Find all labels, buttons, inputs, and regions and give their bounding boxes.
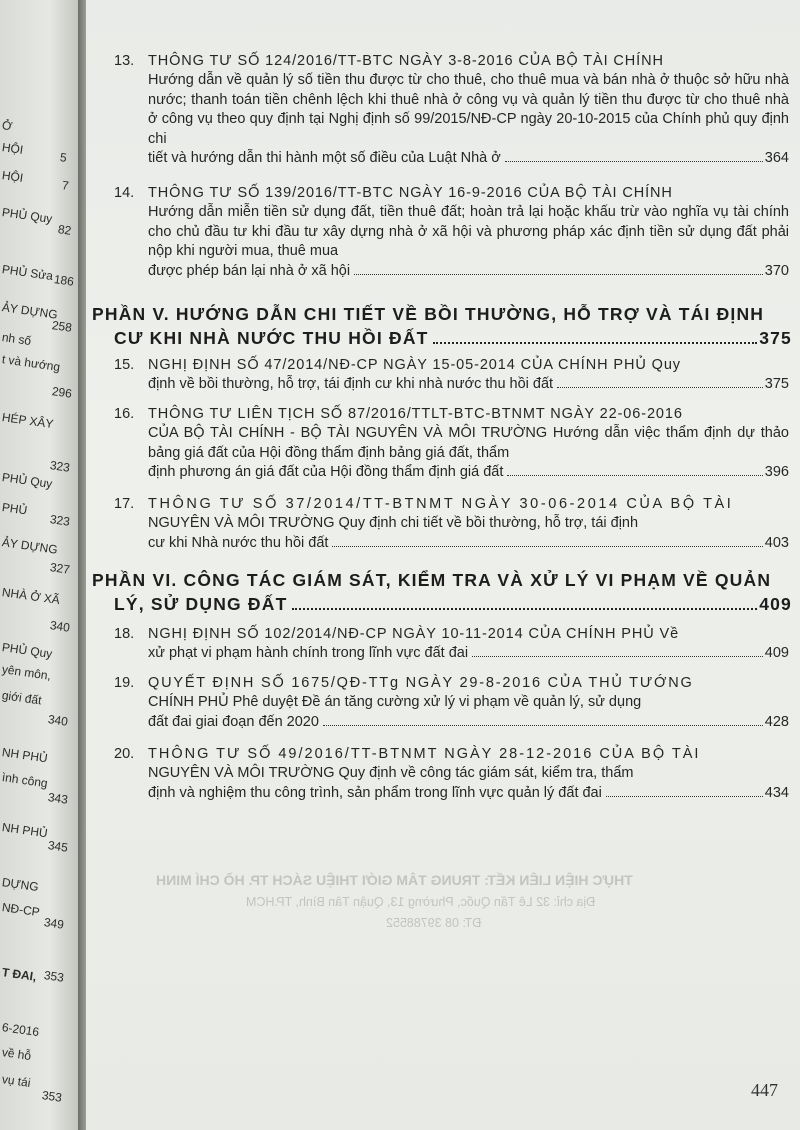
entry-title: NGHỊ ĐỊNH SỐ 102/2014/NĐ-CP NGÀY 10-11-2014 CỦA CHÍNH PHỦ Về (148, 626, 680, 642)
part-heading-line: LÝ, SỬ DỤNG ĐẤT (114, 594, 288, 614)
left-page-number: 345 (47, 838, 69, 855)
left-page-number: 323 (49, 458, 71, 475)
left-page-number: 186 (53, 272, 75, 289)
entry-title: THÔNG TƯ SỐ 49/2016/TT-BTNMT NGÀY 28-12-2016 CỦA BỘ TÀI (148, 746, 701, 762)
left-page-text: PHỦ Quy (1, 205, 54, 226)
left-page-text: 6-2016 (1, 1020, 40, 1040)
entry-number: 20. (114, 746, 135, 762)
entry-description: NGUYÊN VÀ MÔI TRƯỜNG Quy định về công tác giám sát, kiểm tra, thẩm (148, 765, 634, 782)
entry-description-end: xử phạt vi phạm hành chính trong lĩnh vực đất đai (148, 645, 469, 662)
left-page-number: 340 (47, 712, 69, 729)
leader-dots (292, 608, 758, 610)
entry-description-end: tiết và hướng dẫn thi hành một số điều của Luật Nhà ở (148, 150, 501, 167)
left-page-text: vụ tái (1, 1072, 32, 1090)
entry-page-number: 409 (764, 645, 789, 662)
leader-dots (354, 274, 763, 275)
left-page-text: Ở (1, 118, 14, 134)
show-through-text: Địa chỉ: 32 Lê Tấn Quốc, Phường 13, Quận Tân Bình, TP.HCM (246, 895, 596, 909)
leader-dots (606, 796, 763, 797)
toc-entry (114, 52, 789, 168)
leader-dots (332, 546, 762, 547)
left-page-text: ình công (1, 770, 49, 791)
entry-number: 17. (114, 496, 135, 512)
left-page-number: 349 (43, 915, 65, 932)
left-page-text: NĐ-CP (1, 900, 41, 920)
toc-entry (114, 356, 789, 395)
left-page-number: 340 (49, 618, 71, 635)
left-page-text: T ĐAI, (1, 965, 38, 984)
left-page-text: HÉP XÂY (1, 410, 55, 432)
toc-entry (114, 495, 789, 553)
entry-number: 19. (114, 675, 135, 691)
left-page-number: 7 (61, 178, 70, 193)
left-page-text: PHỦ Quy (1, 640, 54, 661)
left-page-text: về hỗ (1, 1045, 33, 1064)
part-heading (92, 568, 792, 616)
entry-title: THÔNG TƯ SỐ 124/2016/TT-BTC NGÀY 3-8-2016 CỦA BỘ TÀI CHÍNH (148, 53, 664, 69)
entry-title: THÔNG TƯ SỐ 37/2014/TT-BTNMT NGÀY 30-06-2014 CỦA BỘ TÀI (148, 496, 734, 512)
entry-description-end: định và nghiệm thu công trình, sản phẩm trong lĩnh vực quản lý đất đai (148, 784, 602, 801)
left-page-number: 258 (51, 318, 73, 335)
toc-entry (114, 625, 789, 664)
left-facing-page (0, 0, 82, 1130)
entry-title: QUYẾT ĐỊNH SỐ 1675/QĐ-TTg NGÀY 29-8-2016 CỦA THỦ TƯỚNG (148, 675, 694, 691)
leader-dots (472, 656, 763, 657)
left-page-text: ẢY DỰNG (1, 300, 59, 322)
page-number: 447 (751, 1080, 778, 1100)
toc-entry (114, 745, 789, 803)
entry-number: 14. (114, 185, 135, 201)
left-page-text: yên môn, (1, 662, 52, 683)
toc-entry (114, 184, 789, 281)
entry-page-number: 364 (764, 150, 789, 167)
toc-entry (114, 405, 789, 483)
left-page-number: 327 (49, 560, 71, 577)
left-page-text: ẢY DỰNG (1, 535, 59, 557)
part-page-number: 409 (759, 594, 792, 614)
entry-title: THÔNG TƯ SỐ 139/2016/TT-BTC NGÀY 16-9-2016 CỦA BỘ TÀI CHÍNH (148, 185, 673, 201)
entry-number: 18. (114, 626, 135, 642)
left-page-text: nh số (1, 330, 33, 349)
left-page-text: NH PHỦ (1, 820, 49, 841)
entry-number: 15. (114, 357, 135, 373)
entry-page-number: 396 (764, 464, 789, 481)
left-page-text: PHỦ Sửa (1, 262, 54, 284)
entry-description: CHÍNH PHỦ Phê duyệt Đề án tăng cường xử lý vi phạm về quản lý, sử dụng (148, 694, 642, 711)
entry-title: THÔNG TƯ LIÊN TỊCH SỐ 87/2016/TTLT-BTC-BTNMT NGÀY 22-06-2016 (148, 406, 683, 422)
toc-entry (114, 674, 789, 732)
left-page-text: PHỦ Quy (1, 470, 54, 491)
part-heading (92, 302, 792, 350)
show-through-text: ĐT: 08 39788552 (386, 916, 482, 930)
left-page-number: 323 (49, 512, 71, 529)
leader-dots (505, 161, 763, 162)
left-page-text: NH PHỦ (1, 745, 49, 766)
entry-description-end: đất đai giai đoạn đến 2020 (148, 713, 319, 730)
entry-page-number: 434 (764, 784, 789, 801)
left-page-text: NHÀ Ở XÃ (1, 585, 61, 608)
leader-dots (433, 342, 758, 344)
part-heading-line: PHẦN V. HƯỚNG DẪN CHI TIẾT VỀ BỒI THƯỜNG, HỖ TRỢ VÀ TÁI ĐỊNH (92, 304, 765, 324)
part-heading-line: CƯ KHI NHÀ NƯỚC THU HỒI ĐẤT (114, 328, 429, 348)
left-page-text: PHỦ (1, 500, 29, 518)
entry-description-end: định về bồi thường, hỗ trợ, tái định cư khi nhà nước thu hồi đất (148, 376, 554, 393)
entry-page-number: 375 (764, 376, 789, 393)
entry-page-number: 370 (764, 262, 789, 279)
part-page-number: 375 (759, 328, 792, 348)
leader-dots (557, 387, 763, 388)
part-heading-line: PHẦN VI. CÔNG TÁC GIÁM SÁT, KIỂM TRA VÀ XỬ LÝ VI PHẠM VỀ QUẢN (92, 570, 772, 590)
entry-page-number: 428 (764, 713, 789, 730)
left-page-number: 296 (51, 384, 73, 401)
entry-number: 16. (114, 406, 135, 422)
left-page-text: giới đất (1, 688, 43, 708)
entry-title: NGHỊ ĐỊNH SỐ 47/2014/NĐ-CP NGÀY 15-05-2014 CỦA CHÍNH PHỦ Quy (148, 357, 681, 373)
entry-number: 13. (114, 53, 135, 69)
toc-page (86, 0, 800, 1130)
left-page-number: 353 (41, 1088, 63, 1105)
left-page-text: t và hướng (1, 352, 62, 375)
entry-description-end: cư khi Nhà nước thu hồi đất (148, 534, 329, 551)
show-through-text: THỰC HIỆN LIÊN KẾT: TRUNG TÂM GIỚI THIỆU SÁCH TP. HỒ CHÍ MINH (156, 872, 633, 888)
leader-dots (323, 725, 763, 726)
left-page-text: HỘI (1, 168, 25, 185)
left-page-number: 353 (43, 968, 65, 985)
entry-description: NGUYÊN VÀ MÔI TRƯỜNG Quy định chi tiết về bồi thường, hỗ trợ, tái định (148, 515, 639, 532)
entry-page-number: 403 (764, 534, 789, 551)
left-page-text: HỘI (1, 140, 25, 157)
entry-description-end: định phương án giá đất của Hội đồng thẩm định giá đất (148, 464, 504, 481)
entry-description: Hướng dẫn về quản lý số tiền thu được từ cho thuê, cho thuê mua và bán nhà ở thuộc sở hữu nhà nước; thanh toán tiền chênh lệch khi thuê nhà ở công vụ và quản lý tiền thu được từ cho thuê nhà ở công vụ theo quy định tại Nghị định số 99/2015/NĐ-CP ngày 20-10-2015 của Chính phủ quy định chi (148, 72, 789, 147)
entry-description: Hướng dẫn miễn tiền sử dụng đất, tiền thuê đất; hoàn trả lại hoặc khấu trừ vào nghĩa vụ tài chính cho chủ đầu tư khi đầu tư xây dựng nhà ở xã hội và phương pháp xác định tiền sử dụng đất phải nộp khi người mua, thuê mua (148, 204, 789, 260)
entry-description-end: được phép bán lại nhà ở xã hội (148, 262, 351, 279)
entry-description: CỦA BỘ TÀI CHÍNH - BỘ TÀI NGUYÊN VÀ MÔI TRƯỜNG Hướng dẫn việc thẩm định dự thảo bảng giá đất của Hội đồng thẩm định bảng giá đất, thẩm (148, 425, 789, 461)
left-page-number: 343 (47, 790, 69, 807)
leader-dots (507, 475, 762, 476)
left-page-number: 5 (59, 150, 68, 165)
left-page-text: DỰNG (1, 875, 40, 895)
left-page-number: 82 (57, 222, 73, 238)
